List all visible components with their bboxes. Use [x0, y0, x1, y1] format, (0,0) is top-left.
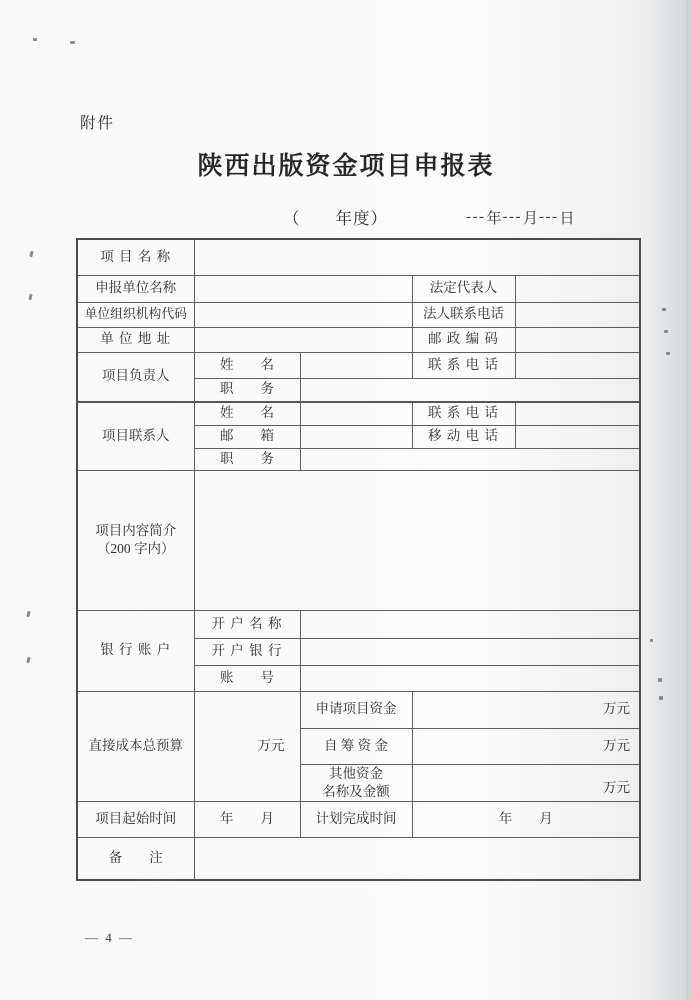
- start-time-label: 项目起始时间: [77, 801, 194, 837]
- project-summary-label-line1: 项目内容简介: [95, 522, 177, 538]
- bank-number-label: 账 号: [194, 665, 300, 691]
- applicant-unit-label: 申报单位名称: [77, 275, 194, 302]
- project-leader-label: 项目负责人: [77, 352, 194, 402]
- applied-funds-label: 申请项目资金: [300, 691, 412, 728]
- scan-speck: [659, 696, 663, 700]
- scan-speck: [33, 38, 37, 41]
- budget-total-label: 直接成本总预算: [77, 691, 194, 801]
- date-blank-month: ---: [502, 209, 523, 225]
- project-name-value: [194, 239, 640, 275]
- contact-mobile-label: 移 动 电 话: [412, 425, 515, 448]
- applied-funds-value: [412, 691, 640, 728]
- org-code-value: [194, 302, 412, 327]
- application-form-table: [76, 238, 641, 881]
- org-code-label: 单位组织机构代码: [77, 302, 194, 327]
- page-number: — 4 —: [85, 930, 134, 945]
- attachment-label: 附件: [80, 115, 116, 132]
- self-raised-funds-label: 自 筹 资 金: [300, 728, 412, 764]
- date-unit-month: 月: [523, 211, 539, 227]
- leader-name-value: [300, 352, 412, 378]
- self-raised-funds-unit: 万元: [603, 737, 630, 753]
- scan-speck: [664, 330, 668, 333]
- other-funds-label-line2: 名称及金额: [322, 783, 390, 799]
- unit-address-label: 单 位 地 址: [77, 327, 194, 352]
- contact-email-label: 邮 箱: [194, 425, 300, 448]
- scan-speck: [650, 639, 653, 642]
- leader-position-label: 职 务: [194, 378, 300, 402]
- self-raised-funds-value: [412, 728, 640, 764]
- contact-email-value: [300, 425, 412, 448]
- postal-code-label: 邮 政 编 码: [412, 327, 515, 352]
- other-funds-unit: 万元: [603, 780, 630, 796]
- completion-time-label: 计划完成时间: [300, 801, 412, 837]
- date-blank-day: ---: [539, 209, 559, 225]
- year-field: （ 年度）: [283, 209, 388, 228]
- legal-rep-value: [515, 275, 640, 302]
- date-field: [466, 207, 576, 228]
- project-summary-label: [77, 470, 194, 610]
- bank-account-name-label: 开 户 名 称: [194, 610, 300, 638]
- scan-speck: [662, 308, 666, 311]
- scan-speck: [26, 611, 30, 618]
- bank-branch-label: 开 户 银 行: [194, 638, 300, 665]
- project-name-label: 项 目 名 称: [77, 239, 194, 275]
- contact-mobile-value: [515, 425, 640, 448]
- remarks-label: 备 注: [77, 837, 194, 880]
- legal-rep-label: 法定代表人: [412, 275, 515, 302]
- contact-phone-value: [515, 402, 640, 425]
- scan-speck: [666, 352, 670, 355]
- leader-phone-value: [515, 352, 640, 378]
- completion-time-value: 年 月: [412, 801, 640, 837]
- other-funds-label: [300, 764, 412, 801]
- legal-phone-label: 法人联系电话: [412, 302, 515, 327]
- budget-total-unit: 万元: [194, 691, 300, 801]
- legal-phone-value: [515, 302, 640, 327]
- contact-phone-label: 联 系 电 话: [412, 402, 515, 425]
- leader-phone-label: 联 系 电 话: [412, 352, 515, 378]
- remarks-value: [194, 837, 640, 880]
- applicant-unit-value: [194, 275, 412, 302]
- date-unit-day: 日: [559, 211, 575, 227]
- project-contact-label: 项目联系人: [77, 402, 194, 470]
- scan-speck: [29, 251, 33, 258]
- project-summary-label-line2: （200 字内）: [96, 541, 175, 556]
- other-funds-value: [412, 764, 640, 801]
- scan-speck: [70, 41, 75, 44]
- bank-account-label: 银 行 账 户: [77, 610, 194, 691]
- form-title: 陕西出版资金项目申报表: [197, 153, 495, 180]
- contact-position-value: [300, 448, 640, 470]
- leader-name-label: 姓 名: [194, 352, 300, 378]
- scan-speck: [26, 657, 30, 664]
- contact-name-label: 姓 名: [194, 402, 300, 425]
- bank-account-name-value: [300, 610, 640, 638]
- bank-branch-value: [300, 638, 640, 665]
- bank-number-value: [300, 665, 640, 691]
- scan-speck: [658, 678, 662, 682]
- other-funds-label-line1: 其他资金: [329, 765, 383, 781]
- applied-funds-unit: 万元: [603, 701, 630, 717]
- contact-position-label: 职 务: [194, 448, 300, 470]
- contact-name-value: [300, 402, 412, 425]
- start-time-value: 年 月: [194, 801, 300, 837]
- project-summary-value: [194, 470, 640, 610]
- unit-address-value: [194, 327, 412, 352]
- postal-code-value: [515, 327, 640, 352]
- date-blank-year: ---: [466, 209, 486, 225]
- date-unit-year: 年: [486, 211, 502, 227]
- scan-speck: [28, 294, 32, 301]
- leader-position-value: [300, 378, 640, 402]
